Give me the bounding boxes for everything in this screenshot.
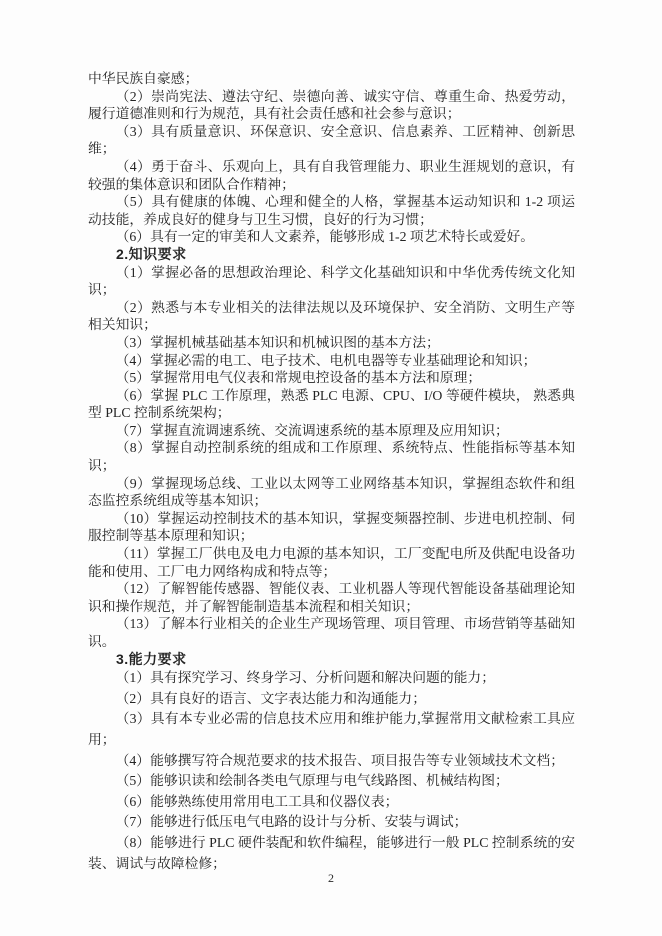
knowledge-item-4: （4）掌握必需的电工、电子技术、电机电器等专业基础理论和知识；: [115, 352, 537, 368]
section-heading-knowledge: 2.知识要求: [116, 245, 187, 262]
ability-item-5: （5）能够识读和绘制各类电气原理与电气线路图、机械结构图；: [115, 773, 509, 789]
knowledge-item-2: （2）熟悉与本专业相关的法律法规以及环境保护、安全消防、文明生产等相关知识；: [88, 299, 575, 333]
knowledge-item-9: （9）掌握现场总线、工业以太网等工业网络基本知识，掌握组态软件和组态监控系统组成等基本知识；: [88, 475, 575, 509]
moral-item-5: （5）具有健康的体魄、心理和健全的人格，掌握基本运动知识和 1-2 项运动技能，养成良好的健身与卫生习惯，良好的行为习惯；: [88, 194, 575, 227]
knowledge-item-11: （11）掌握工厂供电及电力电源的基本知识，工厂变配电所及供配电设备功能和使用、工厂电力网络构成和特点等；: [88, 546, 575, 579]
knowledge-item-12: （12）了解智能传感器、智能仪表、工业机器人等现代智能设备基础理论知识和操作规范，并了解智能制造基本流程和相关知识；: [88, 581, 575, 614]
intro-continuation-line: 中华民族自豪感；: [88, 71, 199, 86]
knowledge-item-1: （1）掌握必备的思想政治理论、科学文化基础知识和中华优秀传统文化知识；: [88, 264, 575, 298]
page-content: [88, 70, 575, 874]
ability-item-1: （1）具有探究学习、终身学习、分析问题和解决问题的能力；: [115, 670, 496, 686]
ability-item-6: （6）能够熟练使用常用电工工具和仪器仪表；: [115, 793, 399, 809]
moral-item-6: （6）具有一定的审美和人文素养，能够形成 1-2 项艺术特长或爱好。: [115, 229, 535, 245]
knowledge-item-5: （5）掌握常用电气仪表和常规电控设备的基本方法和原理；: [115, 370, 482, 386]
section-heading-ability: 3.能力要求: [116, 650, 187, 667]
moral-item-3: （3）具有质量意识、环保意识、安全意识、信息素养、工匠精神、创新思维；: [88, 123, 575, 157]
knowledge-item-6: （6）掌握 PLC 工作原理，熟悉 PLC 电源、CPU、I/O 等硬件模块， 熟悉典型 PLC 控制系统架构；: [88, 387, 575, 421]
knowledge-item-13: （13）了解本行业相关的企业生产现场管理、项目管理、市场营销等基础知识。: [88, 616, 575, 649]
knowledge-item-3: （3）掌握机械基础基本知识和机械识图的基本方法；: [115, 334, 440, 350]
moral-item-4: （4）勇于奋斗、乐观向上，具有自我管理能力、职业生涯规划的意识，有较强的集体意识和团队合作精神；: [88, 158, 575, 192]
ability-item-4: （4）能够撰写符合规范要求的技术报告、项目报告等专业领域技术文档；: [115, 752, 564, 768]
ability-item-2: （2）具有良好的语言、文字表达能力和沟通能力；: [115, 690, 427, 706]
knowledge-item-10: （10）掌握运动控制技术的基本知识，掌握变频器控制、步进电机控制、伺服控制等基本原理和知识；: [88, 510, 575, 544]
ability-item-8: （8）能够进行 PLC 硬件装配和软件编程，能够进行一般 PLC 控制系统的安装、调试与故障检修；: [88, 834, 575, 871]
moral-item-2: （2）崇尚宪法、遵法守纪、崇德向善、诚实守信、尊重生命、热爱劳动，履行道德准则和行为规范，具有社会责任感和社会参与意识；: [88, 88, 575, 122]
knowledge-item-8: （8）掌握自动控制系统的组成和工作原理、系统特点、性能指标等基本知识；: [88, 440, 575, 474]
page-number: 2: [328, 871, 334, 885]
ability-item-3: （3）具有本专业必需的信息技术应用和维护能力,掌握常用文献检索工具应用；: [88, 711, 575, 747]
ability-item-7: （7）能够进行低压电气电路的设计与分析、安装与调试；: [115, 814, 468, 830]
knowledge-item-7: （7）掌握直流调速系统、交流调速系统的基本原理及应用知识；: [115, 422, 509, 438]
